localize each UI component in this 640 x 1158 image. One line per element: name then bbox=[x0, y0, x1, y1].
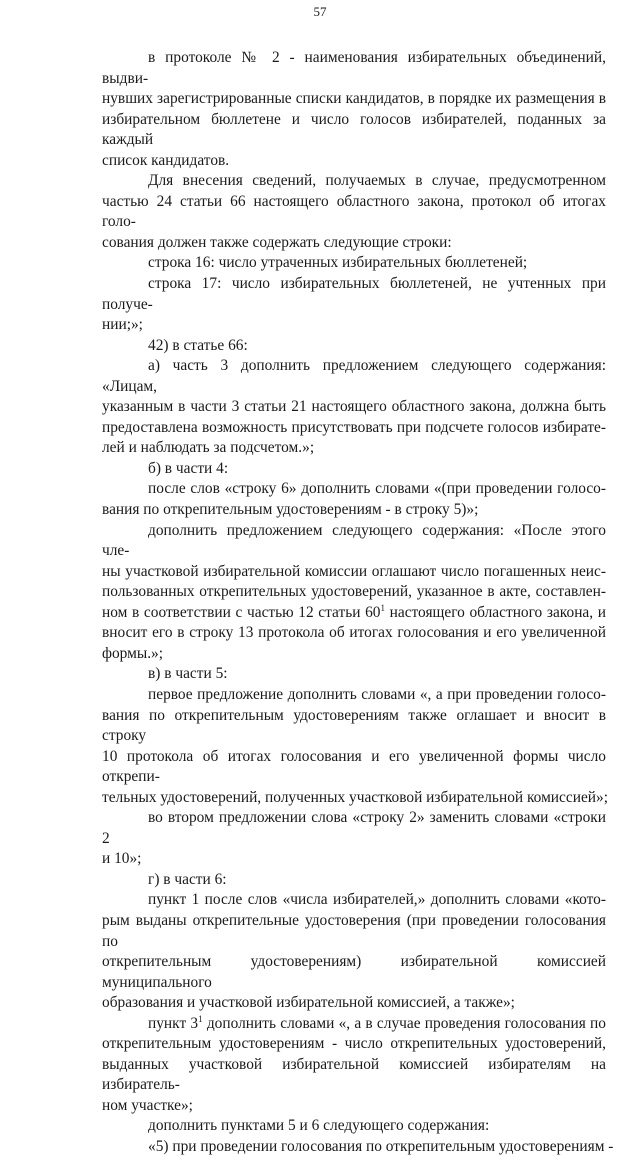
text-line-main: формы.»; bbox=[102, 644, 164, 662]
text-line-main: рым выданы открепительные удостоверения (при проведении голосования по bbox=[102, 911, 606, 950]
text-line bbox=[102, 870, 606, 891]
text-line bbox=[102, 500, 606, 521]
text-line-main: дополнить предложением следующего содержания: «После этого чле- bbox=[102, 521, 606, 560]
text-line bbox=[102, 1055, 606, 1096]
text-line bbox=[102, 418, 606, 439]
text-line bbox=[102, 192, 606, 233]
text-line-main: образования и участковой избирательной комиссией, а также»; bbox=[102, 994, 515, 1012]
text-line bbox=[102, 623, 606, 644]
text-line-main: Для внесения сведений, получаемых в случае, предусмотренном bbox=[148, 172, 606, 190]
text-line-main: список кандидатов. bbox=[102, 151, 230, 169]
text-line-main: дополнить пунктами 5 и 6 следующего содержания: bbox=[148, 1117, 490, 1135]
text-line-main: тельных удостоверений, полученных участковой избирательной комиссией»; bbox=[102, 788, 608, 806]
text-line bbox=[102, 603, 606, 624]
text-line bbox=[102, 562, 606, 583]
text-line-main: ном участке»; bbox=[102, 1096, 193, 1114]
text-line-main: вносит его в строку 13 протокола об итогах голосования и его увеличенной bbox=[102, 624, 606, 642]
text-line-main: предоставлена возможность присутствовать при подсчете голосов избирате- bbox=[102, 418, 606, 436]
text-line-main: первое предложение дополнить словами «, а при проведении голосо- bbox=[148, 685, 606, 703]
text-line-main: сования должен также содержать следующие строки: bbox=[102, 233, 452, 251]
text-line-main: пункт 1 после слов «числа избирателей,» дополнить словами «кото- bbox=[148, 891, 606, 909]
text-line-main: открепительным удостоверениям) избирательной комиссией муниципального bbox=[102, 953, 606, 991]
text-line bbox=[102, 664, 606, 685]
text-line bbox=[102, 274, 606, 315]
text-line bbox=[102, 438, 606, 459]
text-line bbox=[102, 110, 606, 151]
text-line-main: б) в части 4: bbox=[148, 459, 229, 477]
text-line-main: нии;»; bbox=[102, 316, 143, 334]
text-line bbox=[102, 397, 606, 418]
text-line bbox=[102, 706, 606, 747]
text-line-main: пункт 3 bbox=[148, 1014, 199, 1032]
text-line bbox=[102, 151, 606, 172]
text-line-main: лей и наблюдать за подсчетом.»; bbox=[102, 439, 315, 457]
text-line bbox=[102, 48, 606, 89]
text-line bbox=[102, 521, 606, 562]
text-line-main: ны участковой избирательной комиссии оглашают число погашенных неис- bbox=[102, 562, 606, 580]
text-line bbox=[102, 582, 606, 603]
text-line-main: частью 24 статьи 66 настоящего областного закона, протокол об итогах голо- bbox=[102, 192, 606, 231]
text-line-main: в протоколе № 2 - наименования избирательных объединений, выдви- bbox=[102, 49, 606, 87]
text-line bbox=[102, 336, 606, 357]
text-line-main: вания по открепительным удостоверениям - в строку 5)»; bbox=[102, 501, 479, 519]
text-line bbox=[102, 253, 606, 274]
text-line bbox=[102, 911, 606, 952]
text-line bbox=[102, 952, 606, 993]
text-line bbox=[102, 808, 606, 849]
text-line bbox=[102, 233, 606, 254]
text-line-main: вания по открепительным удостоверениям также оглашает и вносит в строку bbox=[102, 706, 606, 745]
text-line bbox=[102, 1116, 606, 1137]
text-line bbox=[102, 479, 606, 500]
text-line bbox=[102, 1096, 606, 1117]
text-line-main: «5) при проведении голосования по открепительным удостоверениям - bbox=[148, 1137, 614, 1155]
page-number: 57 bbox=[313, 4, 327, 19]
text-line bbox=[102, 890, 606, 911]
text-line-main: выданных участковой избирательной комиссией избирателям на избиратель- bbox=[102, 1055, 606, 1094]
text-line-rest: дополнить словами «, а в случае проведения голосования по bbox=[202, 1014, 606, 1032]
superscript: 1 bbox=[380, 602, 385, 613]
text-line bbox=[102, 849, 606, 870]
text-line-main: строка 16: число утраченных избирательных бюллетеней; bbox=[148, 254, 528, 272]
text-line bbox=[102, 315, 606, 336]
text-line-main: указанным в части 3 статьи 21 настоящего областного закона, должна быть bbox=[102, 398, 606, 416]
text-line bbox=[102, 459, 606, 480]
text-line-rest: настоящего областного закона, и bbox=[385, 603, 606, 621]
text-line bbox=[102, 1014, 606, 1035]
text-line bbox=[102, 89, 606, 110]
text-line-main: 10 протокола об итогах голосования и его увеличенной формы число открепи- bbox=[102, 747, 606, 786]
text-line-main: и 10»; bbox=[102, 850, 142, 868]
text-line-main: строка 17: число избирательных бюллетеней, не учтенных при получе- bbox=[102, 275, 606, 313]
text-line-main: в) в части 5: bbox=[148, 665, 228, 683]
text-line-main: пользованных открепительных удостоверений, указанное в акте, составлен- bbox=[102, 583, 606, 601]
text-line-main: открепительным удостоверениям - число открепительных удостоверений, bbox=[102, 1035, 606, 1053]
text-line bbox=[102, 747, 606, 788]
text-line-main: после слов «строку 6» дополнить словами «(при проведении голосо- bbox=[148, 480, 606, 498]
text-line-main: 42) в статье 66: bbox=[148, 336, 248, 354]
text-line-main: г) в части 6: bbox=[148, 870, 227, 888]
text-line bbox=[102, 356, 606, 397]
text-line-main: избирательном бюллетене и число голосов избирателей, поданных за каждый bbox=[102, 110, 606, 149]
text-line-main: а) часть 3 дополнить предложением следующего содержания: «Лицам, bbox=[102, 357, 606, 395]
text-line bbox=[102, 1137, 614, 1158]
text-line bbox=[102, 171, 606, 192]
superscript: 1 bbox=[198, 1013, 203, 1024]
document-body bbox=[102, 48, 614, 1158]
text-line bbox=[102, 644, 606, 665]
text-line-main: во втором предложении слова «строку 2» заменить словами «строки 2 bbox=[102, 809, 606, 847]
text-line bbox=[102, 685, 606, 706]
text-line bbox=[102, 993, 606, 1014]
text-line bbox=[102, 1034, 606, 1055]
text-line-main: ном в соответствии с частью 12 статьи 60 bbox=[102, 603, 381, 621]
text-line-main: нувших зарегистрированные списки кандидатов, в порядке их размещения в bbox=[102, 90, 606, 108]
text-line bbox=[102, 788, 606, 809]
